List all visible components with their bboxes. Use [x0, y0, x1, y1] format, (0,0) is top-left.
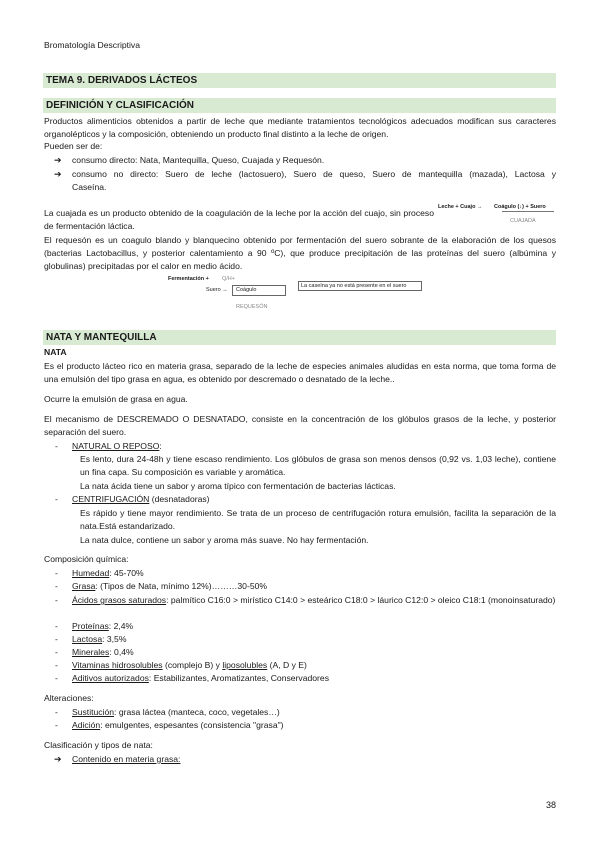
paragraph-cuajada: La cuajada es un producto obtenido de la coagulación de la leche por la acción del cuajo, sin proceso de fermentación láctica.: [44, 208, 434, 231]
comp-item-aditivos: [72, 672, 556, 685]
comp-label: Grasa: [72, 581, 96, 591]
method-reposo-colon: :: [159, 441, 162, 451]
comp-label: Lactosa: [72, 634, 103, 644]
method-reposo-nata-acida: La nata ácida tiene un sabor y aroma típico con fermentación de bacterias lácticas.: [80, 481, 396, 491]
bullet-dash: -: [55, 707, 58, 717]
cuajada-diagram-label: CUAJADA: [510, 218, 536, 224]
comp-item-proteinas: [72, 620, 556, 633]
requeson-diagram-note: La caseína ya no está presente en el suero: [298, 281, 422, 291]
comp-label: Aditivos autorizados: [72, 673, 149, 683]
method-centrifugacion-rest: (desnatadoras): [149, 494, 210, 504]
alt-item-adicion: [72, 719, 556, 732]
comp-item-grasa: [72, 580, 556, 593]
alteraciones-title: Alteraciones:: [44, 693, 94, 703]
cuajada-diagram: [438, 204, 558, 232]
alt-value: : grasa láctea (manteca, coco, vegetales…): [114, 707, 280, 717]
list-item-consumo-no-directo: consumo no directo: Suero de leche (lactosuero), Suero de queso, Suero de mantequilla (mazada), Lactosa y Caseína.: [72, 169, 556, 192]
paragraph-definition: Productos alimenticios obtenidos a partir de leche que mediante tratamientos tecnológicos adecuados modifican sus caracteres organolépticos y la composición, obteniendo un producto final distinto a la leche de origen.: [44, 116, 556, 139]
paragraph-requeson: El requesón es un coagulo blando y blanquecino obtenido por fermentación del suero sobrante de la elaboración de los quesos (bacterias Lactobacillus, y posterior calentamiento a 90 ºC), que produce precipitación de las proteínas del suero (albúmina y globulinas) precipitadas por el calor en medio ácido.: [44, 235, 556, 271]
alt-value: : emulgentes, espesantes (consistencia "grasa"): [100, 720, 284, 730]
arrow-icon: ➔: [54, 169, 62, 179]
bullet-dash: -: [55, 634, 58, 644]
requeson-diagram-heat: Q/H+: [222, 276, 235, 282]
comp-value: : Estabilizantes, Aromatizantes, Conservadores: [148, 673, 330, 683]
bullet-dash: -: [55, 595, 58, 605]
method-reposo: [72, 440, 556, 453]
method-reposo-label: NATURAL O REPOSO: [72, 441, 160, 451]
comp-label: liposolubles: [222, 660, 268, 670]
composicion-title: Composición química:: [44, 554, 129, 564]
comp-value: : 0,4%: [109, 647, 134, 657]
bullet-dash: -: [55, 494, 58, 504]
bullet-dash: -: [55, 581, 58, 591]
alt-label: Adición: [72, 720, 101, 730]
method-centrifugacion-nata-dulce: La nata dulce, contiene un sabor y aroma más suave. No hay fermentación.: [80, 535, 369, 545]
comp-value: : 45-70%: [109, 568, 144, 578]
bullet-dash: -: [55, 673, 58, 683]
requeson-diagram-suero: Suero →: [206, 287, 228, 293]
method-centrifugacion: [72, 493, 556, 506]
comp-value: (complejo B) y: [162, 660, 223, 670]
method-centrifugacion-label: CENTRIFUGACIÓN: [72, 494, 150, 504]
section-title-definicion: DEFINICIÓN Y CLASIFICACIÓN: [43, 98, 556, 113]
subsection-title-nata: NATA: [44, 347, 67, 357]
divider: [502, 211, 554, 212]
cuajada-diagram-output: Coágulo (↓) + Suero: [494, 204, 546, 210]
clasificacion-item: [72, 753, 556, 766]
method-reposo-description: Es lento, dura 24-48h y tiene escaso rendimiento. Los glóbulos de grasa son menos densos (0,92 vs. 1,03 leche), contiene un fina capa. Su composición es variable y aromática.: [80, 454, 556, 477]
comp-label: Humedad: [72, 568, 110, 578]
paragraph-pueden-ser: Pueden ser de:: [44, 141, 103, 151]
arrow-icon: ➔: [54, 155, 62, 165]
comp-label: Vitaminas hidrosolubles: [72, 660, 163, 670]
comp-value: : palmítico C16:0 > mirístico C14:0 > esteárico C18:0 > láurico C12:0 > oleico C18:1 (monoinsaturado): [166, 595, 556, 605]
section-title-nata-mantequilla: NATA Y MANTEQUILLA: [43, 330, 556, 345]
comp-label: Minerales: [72, 647, 110, 657]
requeson-diagram-label: REQUESÓN: [236, 304, 268, 310]
bullet-dash: -: [55, 720, 58, 730]
paragraph-nata-definition: Es el producto lácteo rico en materia grasa, separado de la leche de especies animales aludidas en esta norma, que toma forma de una emulsión del tipo grasa en agua, es obtenido por descremado o desnatado de la leche..: [44, 361, 556, 384]
alt-item-sustitucion: [72, 706, 556, 719]
bullet-dash: -: [55, 647, 58, 657]
bullet-dash: -: [55, 660, 58, 670]
requeson-diagram-fermentacion: Fermentación +: [168, 276, 209, 282]
cuajada-diagram-input: Leche + Cuajo →: [438, 204, 483, 210]
page-number: 38: [545, 800, 556, 810]
comp-value: : (Tipos de Nata, mínimo 12%)………30-50%: [95, 581, 268, 591]
comp-value: : 2,4%: [108, 621, 134, 631]
paragraph-mecanismo: El mecanismo de DESCREMADO O DESNATADO, consiste en la concentración de los glóbulos grasos de la leche, y posterior separación del suero.: [44, 414, 556, 437]
comp-item-acidos-grasos: [72, 594, 556, 607]
comp-label: Proteínas: [72, 621, 109, 631]
comp-item-minerales: [72, 646, 556, 659]
comp-label: Ácidos grasos saturados: [72, 595, 167, 605]
running-header: Bromatología Descriptiva: [44, 40, 141, 50]
clasificacion-item-label: Contenido en materia grasa:: [72, 754, 181, 764]
alt-label: Sustitución: [72, 707, 115, 717]
comp-item-lactosa: [72, 633, 556, 646]
list-item-consumo-directo: consumo directo: Nata, Mantequilla, Queso, Cuajada y Requesón.: [72, 155, 325, 165]
comp-value: : 3,5%: [102, 634, 127, 644]
requeson-diagram: [168, 276, 428, 316]
comp-value: (A, D y E): [267, 660, 307, 670]
bullet-dash: -: [55, 621, 58, 631]
paragraph-emulsion: Ocurre la emulsión de grasa en agua.: [44, 394, 188, 404]
method-centrifugacion-description: Es rápido y tiene mayor rendimiento. Se trata de un proceso de centrifugación rotura emulsión, facilita la separación de la nata.Está estandarizado.: [80, 508, 556, 531]
arrow-icon: ➔: [54, 754, 62, 764]
requeson-diagram-coagulo: Coágulo: [232, 285, 286, 296]
clasificacion-title: Clasificación y tipos de nata:: [44, 740, 153, 750]
bullet-dash: -: [55, 568, 58, 578]
bullet-dash: -: [55, 441, 58, 451]
comp-item-humedad: [72, 567, 556, 580]
tema-title: TEMA 9. DERIVADOS LÁCTEOS: [43, 73, 556, 88]
comp-item-vitaminas: [72, 659, 556, 672]
